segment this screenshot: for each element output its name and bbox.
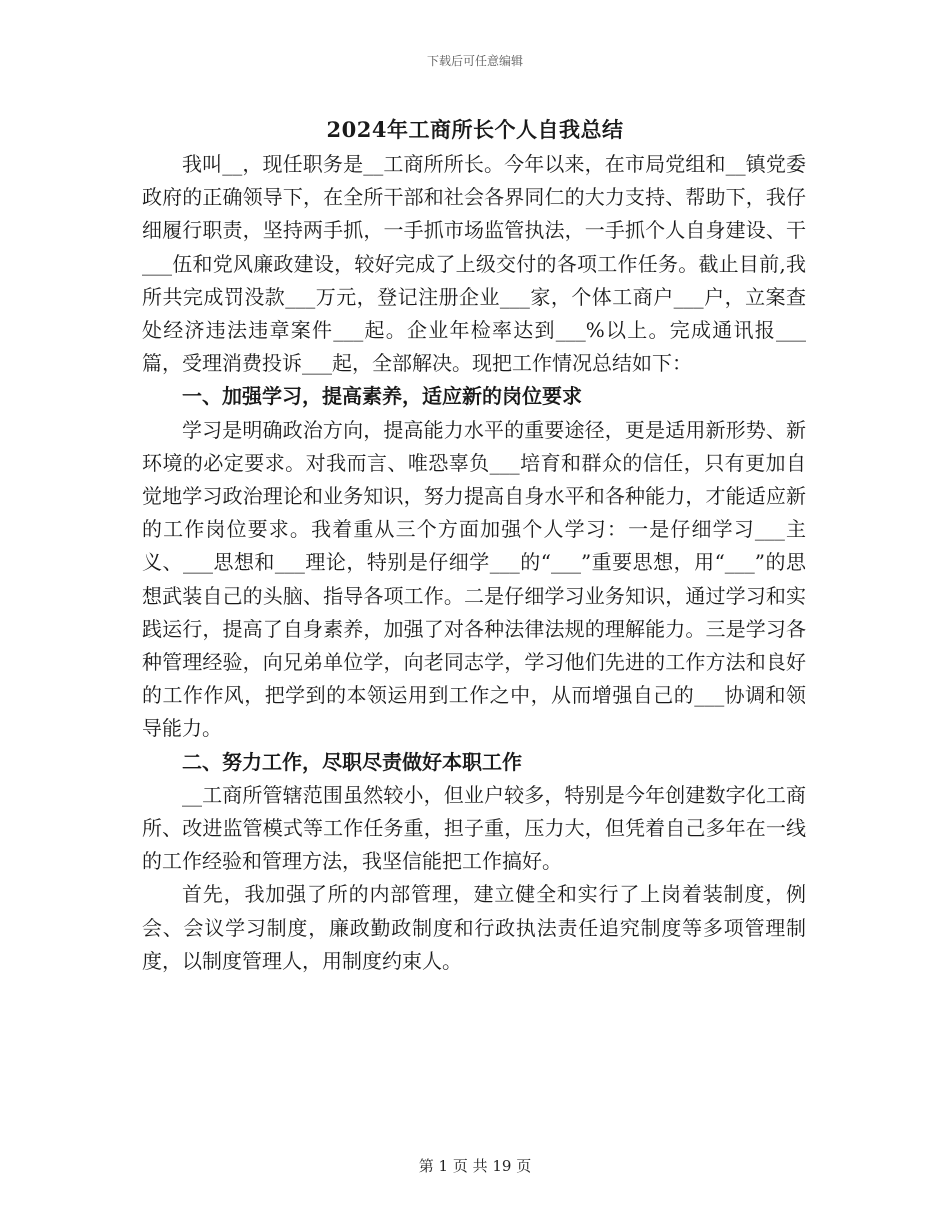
paragraph-work-scope: __工商所管辖范围虽然较小，但业户较多，特别是今年创建数字化工商所、改进监管模式等工作任务重，担子重，压力大，但凭着自己多年在一线的工作经验和管理方法，我坚信能把工作搞好。 (142, 782, 806, 874)
page-header-note: 下载后可任意编辑 (426, 54, 523, 68)
paragraph-intro: 我叫__，现任职务是__工商所所长。今年以来，在市局党组和__镇党委政府的正确领导下，在全所干部和社会各界同仁的大力支持、帮助下，我仔细履行职责，坚持两手抓，一手抓市场监管执法，一手抓个人自身建设、干___伍和党风廉政建设，较好完成了上级交付的各项工作任务。截止目前,我所共完成罚没款___万元，登记注册企业___家，个体工商户___户，立案查处经济违法违章案件___起。企业年检率达到___%以上。完成通讯报___篇，受理消费投诉___起，全部解决。现把工作情况总结如下： (142, 152, 806, 376)
paragraph-internal-management: 首先，我加强了所的内部管理，建立健全和实行了上岗着装制度，例会、会议学习制度，廉政勤政制度和行政执法责任追究制度等多项管理制度，以制度管理人，用制度约束人。 (142, 882, 806, 973)
section-heading-1: 一、加强学习，提高素养，适应新的岗位要求 (182, 384, 582, 409)
page-number: 第 1 页 共 19 页 (418, 1157, 532, 1175)
document-title: 2024年工商所长个人自我总结 (326, 117, 624, 142)
document-body (142, 148, 806, 978)
section-heading-2: 二、努力工作，尽职尽责做好本职工作 (182, 749, 522, 774)
paragraph-study: 学习是明确政治方向，提高能力水平的重要途径，更是适用新形势、新环境的必定要求。对我而言、唯恐辜负___培育和群众的信任，只有更加自觉地学习政治理论和业务知识，努力提高自身水平和各种能力，才能适应新的工作岗位要求。我着重从三个方面加强个人学习：一是仔细学习___主义、___思想和___理论，特别是仔细学___的“___”重要思想，用“___”的思想武装自己的头脑、指导各项工作。二是仔细学习业务知识，通过学习和实践运行，提高了自身素养，加强了对各种法律法规的理解能力。三是学习各种管理经验，向兄弟单位学，向老同志学，学习他们先进的工作方法和良好的工作作风，把学到的本领运用到工作之中，从而增强自己的___协调和领导能力。 (142, 417, 806, 741)
